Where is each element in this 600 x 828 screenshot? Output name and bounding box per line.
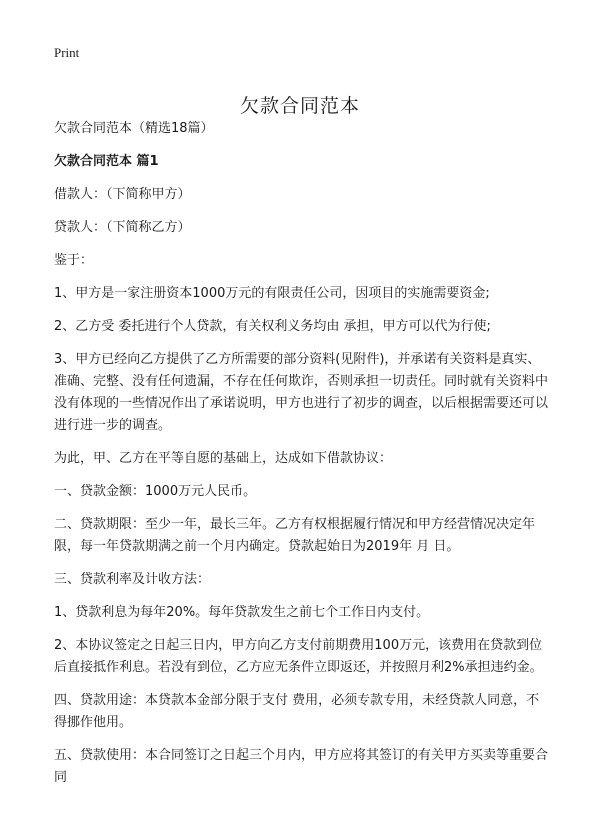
document-body bbox=[54, 118, 549, 800]
section-heading: 欠款合同范本 篇1 bbox=[54, 154, 159, 169]
clause-paragraph: 二、贷款期限：至少一年，最长三年。乙方有权根据履行情况和甲方经营情况决定年限，每一年贷款期满之前一个月内确定。贷款起始日为2019年 月 日。 bbox=[54, 517, 536, 554]
clause-paragraph: 3、甲方已经向乙方提供了乙方所需要的部分资料(见附件)，并承诺有关资料是真实、准确、完整、没有任何遗漏，不存在任何欺诈，否则承担一切责任。同时就有关资料中没有体现的一些情况作出了承诺说明，甲方也进行了初步的调查，以后根据需要还可以进行进一步的调查。 bbox=[54, 352, 549, 433]
borrower-line: 借款人：（下简称甲方） bbox=[54, 187, 191, 202]
print-label: Print bbox=[54, 45, 80, 60]
clause-paragraph: 1、贷款利息为每年20%。每年贷款发生之前七个工作日内支付。 bbox=[54, 605, 430, 620]
clause-paragraph: 一、贷款金额：1000万元人民币。 bbox=[54, 484, 257, 499]
clause-paragraph: 2、本协议签定之日起三日内，甲方向乙方支付前期费用100万元，该费用在贷款到位后直接抵作利息。若没有到位，乙方应无条件立即返还，并按照月利2%承担违约金。 bbox=[54, 638, 543, 675]
doc-subtitle: 欠款合同范本（精选18篇） bbox=[54, 121, 214, 136]
clause-paragraph: 2、乙方受 委托进行个人贷款，有关权利义务均由 承担，甲方可以代为行使; bbox=[54, 319, 491, 334]
clause-paragraph: 五、贷款使用：本合同签订之日起三个月内，甲方应将其签订的有关甲方买卖等重要合同 bbox=[54, 748, 549, 785]
clause-paragraph: 四、贷款用途：本贷款本金部分限于支付 费用，必须专款专用，未经贷款人同意，不得挪作他用。 bbox=[54, 693, 540, 730]
clause-paragraph: 三、贷款利率及计收方法： bbox=[54, 572, 211, 587]
clause-paragraph: 1、甲方是一家注册资本1000万元的有限责任公司，因项目的实施需要资金; bbox=[54, 286, 490, 301]
agreement-intro: 为此，甲、乙方在平等自愿的基础上，达成如下借款协议： bbox=[54, 451, 393, 466]
document-title: 欠款合同范本 bbox=[239, 94, 360, 117]
lender-line: 贷款人：（下简称乙方） bbox=[54, 220, 191, 235]
whereas-label: 鉴于： bbox=[54, 253, 94, 268]
